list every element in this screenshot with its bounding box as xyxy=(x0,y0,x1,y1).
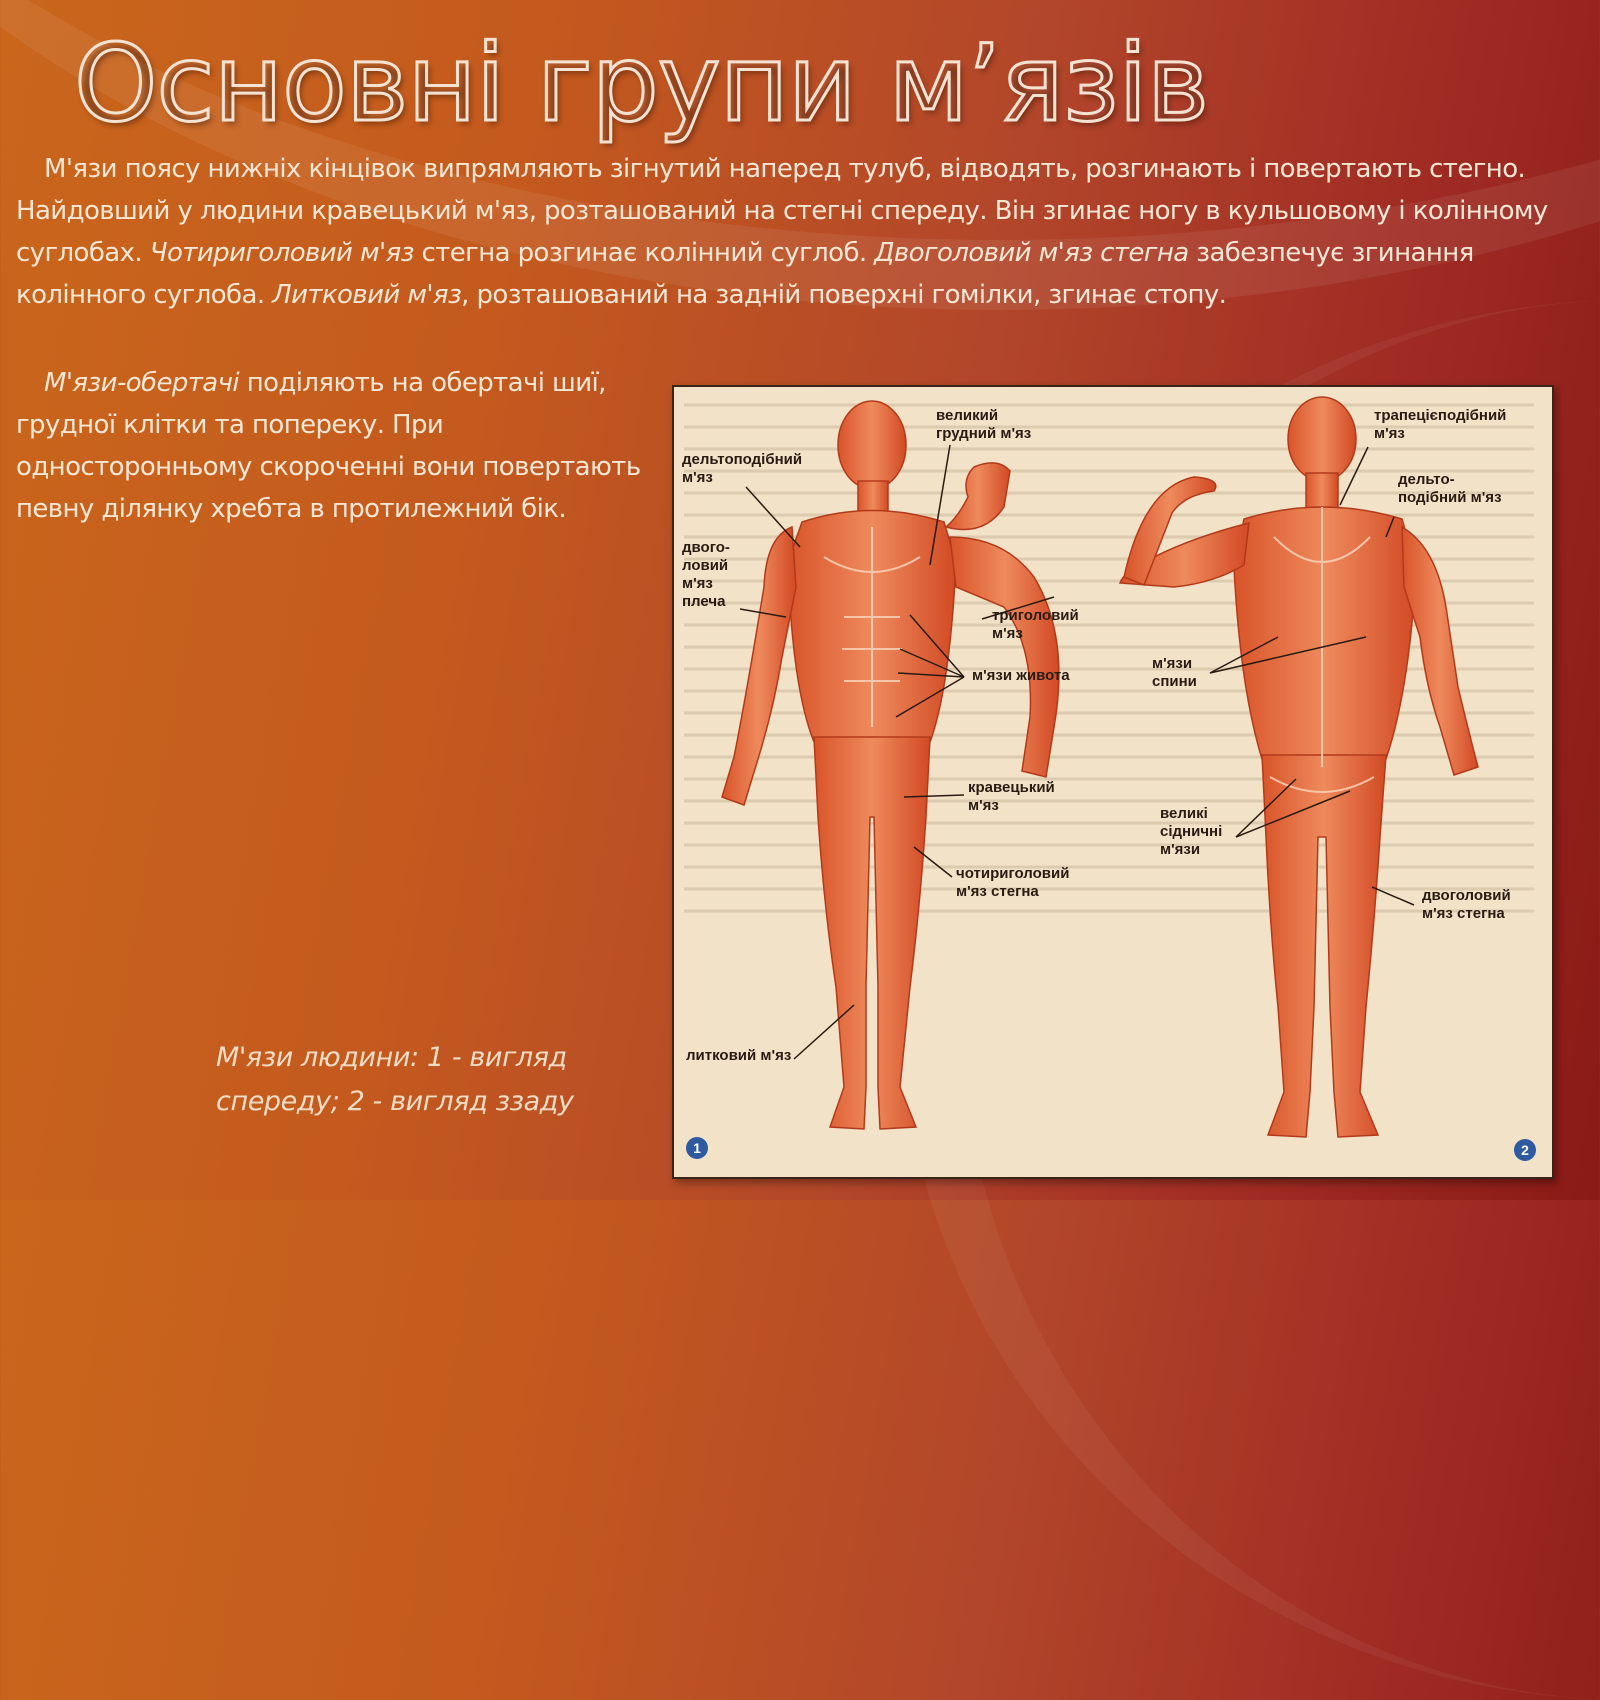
front-muscle-figure xyxy=(722,401,1059,1129)
slide-title: Основні групи м’язів xyxy=(74,22,1209,145)
text: М'язи поясу нижніх кінцівок випрямляють зігнутий наперед тулуб, відводять, розгинають і повертають стегно. Найдовший у людини кравецький м'яз, розташований на стегні спереду. Він згинає ногу в кульшовому і колінному суглобах. xyxy=(16,154,1548,268)
label-gluteus: великі сідничні м'язи xyxy=(1160,805,1223,858)
label-trapezius: трапецієподібний м'яз xyxy=(1374,407,1507,442)
label-deltoid-front: дельтоподібний м'яз xyxy=(682,451,803,486)
paragraph-lower-limb-muscles xyxy=(16,148,1556,316)
label-quadriceps: чотириголовий м'яз стегна xyxy=(956,865,1070,900)
label-triceps: триголовий м'яз xyxy=(992,607,1079,642)
muscle-anatomy-figure xyxy=(672,385,1554,1179)
text: забезпечує згинання колінного суглоба. xyxy=(16,238,1474,310)
term-calf-muscle: Литковий м'яз xyxy=(272,280,462,310)
figure-caption: М'язи людини: 1 - вигляд спереду; 2 - вигляд ззаду xyxy=(216,1042,574,1117)
text: стегна розгинає колінний суглоб. xyxy=(413,238,875,268)
label-biceps: двого- ловий м'яз плеча xyxy=(682,539,730,610)
label-back-muscles: м'язи спини xyxy=(1152,655,1197,690)
label-calf: литковий м'яз xyxy=(686,1047,792,1064)
label-pectoral: великий грудний м'яз xyxy=(936,407,1032,442)
label-abdominal: м'язи живота xyxy=(972,667,1070,684)
figure-badge-back: 2 xyxy=(1514,1139,1536,1161)
back-muscle-figure xyxy=(1120,397,1478,1137)
term-quadriceps: Чотириголовий м'яз xyxy=(149,238,414,268)
label-deltoid-back: дельто- подібний м'яз xyxy=(1398,471,1502,506)
label-sartorius: кравецький м'яз xyxy=(968,779,1055,814)
figure-badge-front: 1 xyxy=(686,1137,708,1159)
label-hamstring: двоголовий м'яз стегна xyxy=(1422,887,1511,922)
term-rotators: М'язи-обертачі xyxy=(44,368,240,398)
text: , розташований на задній поверхні гомілки, згинає стопу. xyxy=(461,280,1227,310)
paragraph-rotator-muscles xyxy=(16,362,656,530)
term-biceps-femoris: Двоголовий м'яз стегна xyxy=(874,238,1189,268)
text: поділяють на обертачі шиї, грудної клітки та попереку. При односторонньому скороченні вони повертають певну ділянку хребта в протилежний бік. xyxy=(16,368,641,524)
